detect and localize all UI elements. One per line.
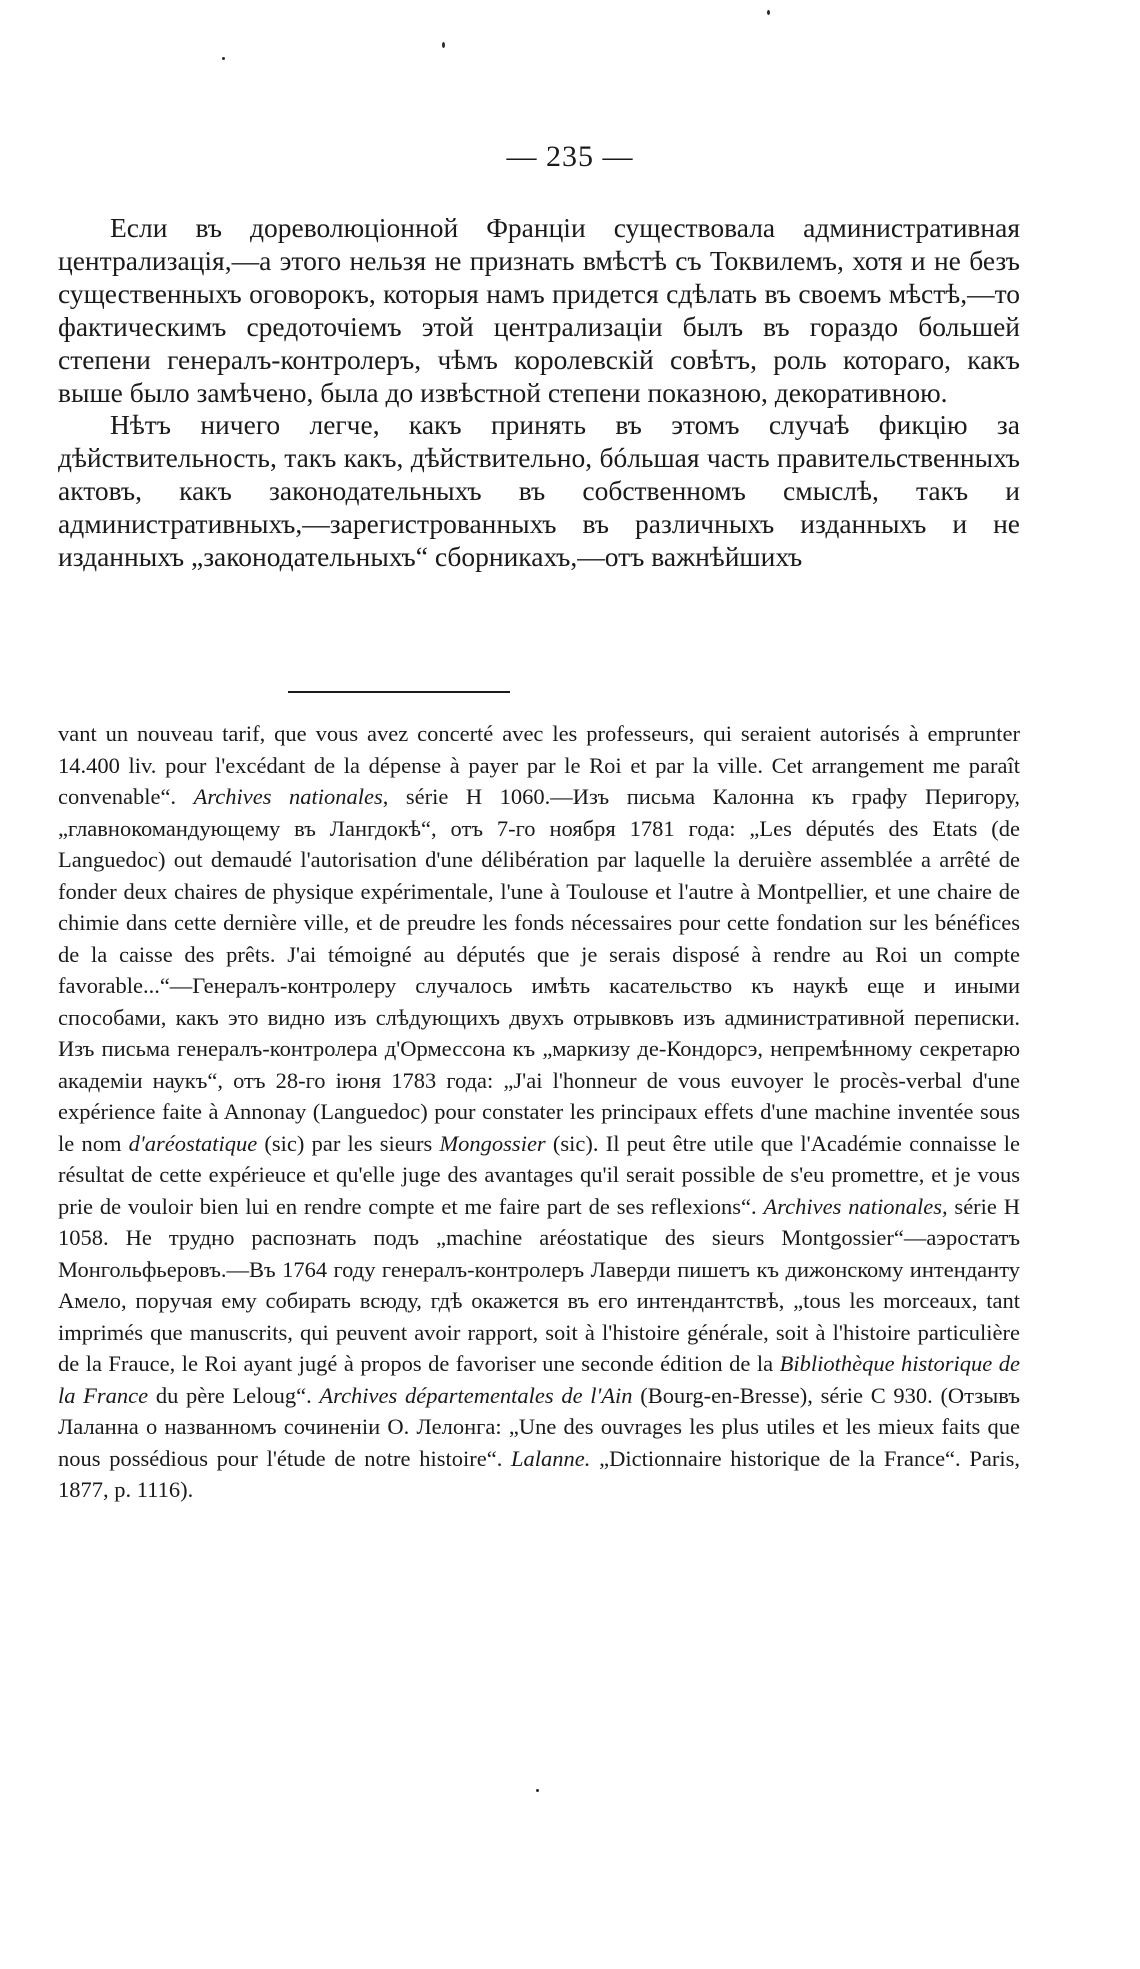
footnote-segment: série H 1058. Не трудно распознать подъ „machine aréostatique des sieurs Montgossier“—аэростатъ Монгольфьеровъ.—Въ 1764 году генералъ-контролеръ Лаверди пишетъ къ дижонскому интенданту Амело, поручая ему собирать всюду, гдѣ окажется въ его интендантствѣ, „tous les morceaux, tant imprimés que manuscrits, qui peuvent avoir rapport, soit à l'histoire générale, soit à l'histoire particulière de la Frauce, le Roi ayant jugé à propos de favoriser une seconde édition de la bbox=[58, 1193, 1020, 1376]
paragraph: Нѣтъ ничего легче, какъ принять въ этомъ случаѣ фикцію за дѣйствительность, такъ какъ, дѣйствительно, бóльшая часть правительственныхъ актовъ, какъ законодательныхъ въ собственномъ смыслѣ, такъ и административныхъ,—зарегистрованныхъ въ различныхъ изданныхъ и не изданныхъ „законодательныхъ“ сборникахъ,—отъ важнѣйшихъ bbox=[58, 409, 1020, 573]
footnote-segment: „Dictionnaire historique de la France“. Paris, 1877, p. 1116). bbox=[58, 1445, 1020, 1502]
footnote-book-title: Bibliothèque historique de la France bbox=[58, 1351, 1021, 1408]
footnote-author: Lalanne. bbox=[511, 1445, 591, 1471]
paragraph: Если въ дореволюціонной Франціи существовала административная централизація,—а этого нельзя не признать вмѣстѣ съ Токвилемъ, хотя и не безъ существенныхъ оговорокъ, которыя намъ придется сдѣлать въ своемъ мѣстѣ,—то фактическимъ средоточіемъ этой централизаціи былъ въ гораздо большей степени генералъ-контролеръ, чѣмъ королевскій совѣтъ, роль котораго, какъ выше было замѣчено, была до извѣстной степени показною, декоративною. bbox=[58, 212, 1020, 408]
scan-speck bbox=[536, 1789, 539, 1792]
footnote bbox=[58, 718, 1020, 1506]
footnote-citation: Archives départementales de l'Ain bbox=[319, 1382, 633, 1408]
footnote-paragraph bbox=[58, 718, 1020, 1506]
footnote-segment: vant un nouveau tarif, que vous avez concerté avec les professeurs, qui seraient autorisés à emprunter 14.400 liv. pour l'excédant de la dépense à payer par le Roi et par la ville. Cet arrangement me paraît convenable“. bbox=[58, 721, 1020, 809]
footnote-segment: du père Leloug“. bbox=[148, 1382, 320, 1408]
main-text bbox=[58, 212, 1020, 574]
footnote-segment: (sic) par les sieurs bbox=[257, 1130, 440, 1156]
scan-speck bbox=[442, 42, 445, 48]
footnote-term: d'aréostatique bbox=[128, 1130, 258, 1156]
footnote-segment: (Bourg-en-Bresse), série C 930. (Отзывъ Лаланна о названномъ сочиненіи О. Лелонга: „Une des ouvrages les plus utiles et les mieux faits que nous possédious pour l'étude de notre histoire“. bbox=[58, 1382, 1020, 1471]
footnote-segment: (sic). Il peut être utile que l'Académie connaisse le résultat de cette expérieuce et qu'elle juge des avantages qu'il serait possible de s'eu promettre, et je vous prie de vouloir bien lui en rendre compte et me faire part de ses reflexions“. bbox=[58, 1130, 1021, 1219]
footnote-name: Mongossier bbox=[439, 1130, 546, 1156]
footnote-citation: Archives nationales bbox=[193, 784, 383, 809]
footnote-separator bbox=[288, 691, 510, 693]
scan-speck bbox=[767, 10, 770, 15]
page-number: — 235 — bbox=[506, 140, 634, 173]
footnote-citation: Archives nationales, bbox=[763, 1193, 948, 1219]
scan-speck bbox=[222, 57, 225, 60]
footnote-segment: , série H 1060.—Изъ письма Калонна къ графу Перигору, „главнокомандующему въ Лангдокѣ“, отъ 7-го ноября 1781 года: „Les députés des Etats (de Languedoc) out demaudé l'autorisation d'une délibération par laquelle la deruière assemblée a arrêté de fonder deux chaires de physique expérimentale, l'une à Toulouse et l'autre à Montpellier, et une chaire de chimie dans cette dernière ville, et de preudre les fonds nécessaires pour cette fondation sur les bénéfices de la caisse des prêts. J'ai témoigné au députés que je serais disposé à rendre au Roi un compte favorable...“—Генералъ-контролеру случалось имѣть касательство къ наукѣ еще и иными способами, какъ это видно изъ слѣдующихъ двухъ отрывковъ изъ административной переписки. Изъ письма генералъ-контролера д'Ормессона къ „маркизу де-Кондорсэ, непремѣнному секретарю академіи наукъ“, отъ 28-го іюня 1783 года: „J'ai l'honneur de vous euvoyer le procès-verbal d'une expérience faite à Annonay (Languedoc) pour constater les principaux effets d'une machine inventée sous le nom bbox=[58, 784, 1020, 1156]
